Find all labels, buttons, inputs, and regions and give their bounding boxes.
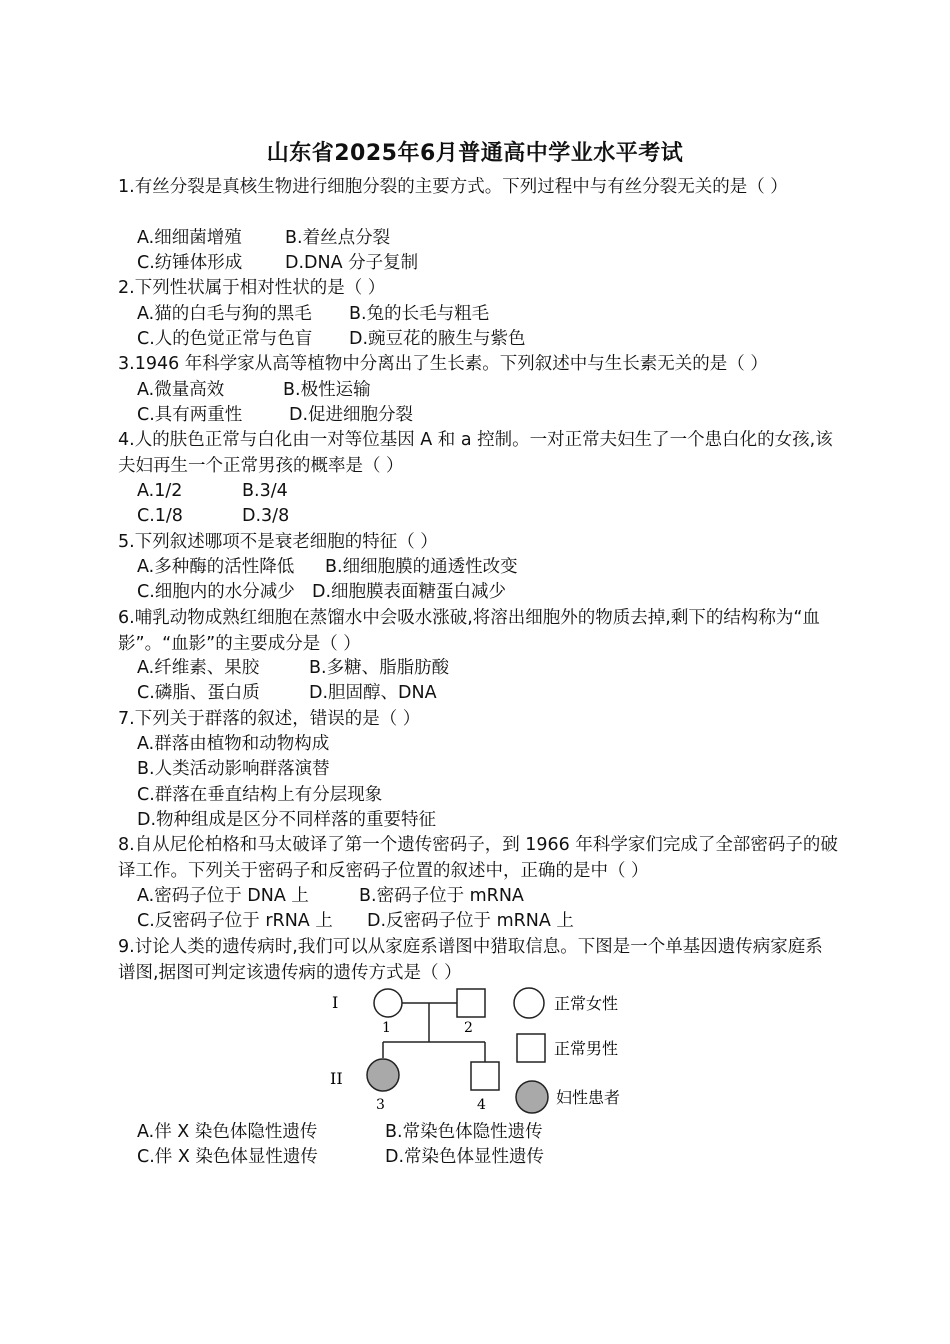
q2-option-d: D.豌豆花的腋生与紫色 — [349, 329, 526, 349]
q7-option-a: A.群落由植物和动物构成 — [137, 734, 330, 754]
individual-4-label: 4 — [477, 1097, 486, 1113]
q1-option-d: D.DNA 分子复制 — [285, 253, 419, 273]
pedigree-diagram — [320, 986, 650, 1116]
generation-1-label: I — [332, 993, 339, 1012]
q8-option-d: D.反密码子位于 mRNA 上 — [367, 911, 574, 931]
legend-patient: 妇性患者 — [556, 1088, 621, 1107]
q2-option-c: C.人的色觉正常与色盲 — [137, 329, 313, 349]
question-6-options-row-2 — [137, 681, 437, 707]
question-3-options-row-2 — [137, 403, 413, 429]
q9-option-b: B.常染色体隐性遗传 — [385, 1122, 543, 1142]
question-2-options-row-1 — [137, 302, 489, 328]
individual-1-label: 1 — [382, 1020, 391, 1036]
question-2-stem: 2.下列性状属于相对性状的是（ ） — [118, 278, 386, 298]
q9-option-c: C.伴 X 染色体显性遗传 — [137, 1147, 318, 1167]
q8-option-a: A.密码子位于 DNA 上 — [137, 886, 309, 906]
q4-option-c: C.1/8 — [137, 506, 183, 526]
q4-option-d: D.3/8 — [242, 506, 290, 526]
question-8-options-row-1 — [137, 884, 524, 910]
q8-option-c: C.反密码子位于 rRNA 上 — [137, 911, 333, 931]
question-8-options-row-2 — [137, 909, 574, 935]
question-4-options-row-2 — [137, 504, 289, 530]
q9-option-a: A.伴 X 染色体隐性遗传 — [137, 1122, 318, 1142]
question-1-options-row-2 — [137, 251, 418, 277]
q4-option-a: A.1/2 — [137, 481, 183, 501]
q3-option-c: C.具有两重性 — [137, 405, 243, 425]
question-1-options-row-1 — [137, 226, 390, 252]
q6-option-c: C.磷脂、蛋白质 — [137, 683, 260, 703]
question-5-options-row-1 — [137, 555, 518, 581]
question-3-stem: 3.1946 年科学家从高等植物中分离出了生长素。下列叙述中与生长素无关的是（ ） — [118, 354, 768, 374]
individual-1-normal-female — [374, 989, 402, 1017]
legend-normal-male: 正常男性 — [554, 1039, 619, 1058]
q6-option-a: A.纤维素、果胶 — [137, 658, 260, 678]
question-2-options-row-2 — [137, 327, 526, 353]
q5-option-c: C.细胞内的水分减少 — [137, 582, 295, 602]
legend-male-icon — [517, 1034, 545, 1062]
question-9-stem: 9.讨论人类的遗传病时,我们可以从家庭系谱图中猎取信息。下图是一个单基因遗传病家庭系谱图,据图可判定该遗传病的遗传方式是（ ） — [118, 937, 823, 983]
q2-option-a: A.猫的白毛与狗的黑毛 — [137, 304, 312, 324]
q5-option-a: A.多种酶的活性降低 — [137, 557, 295, 577]
q5-option-d: D.细胞膜表面糖蛋白减少 — [312, 582, 507, 602]
question-4-stem: 4.人的肤色正常与白化由一对等位基因 A 和 a 控制。一对正常夫妇生了一个患白化的女孩,该夫妇再生一个正常男孩的概率是（ ） — [118, 430, 833, 476]
q8-option-b: B.密码子位于 mRNA — [359, 886, 524, 906]
question-4-options-row-1 — [137, 479, 288, 505]
question-5-stem: 5.下列叙述哪项不是衰老细胞的特征（ ） — [118, 532, 438, 552]
q7-option-c: C.群落在垂直结构上有分层现象 — [137, 785, 383, 805]
q3-option-b: B.极性运输 — [283, 380, 371, 400]
q6-option-d: D.胆固醇、DNA — [309, 683, 437, 703]
individual-2-normal-male — [457, 989, 485, 1017]
individual-4-normal-male — [471, 1062, 499, 1090]
q9-option-d: D.常染色体显性遗传 — [385, 1147, 545, 1167]
q3-option-a: A.微量高效 — [137, 380, 225, 400]
question-9-options-row-2 — [137, 1145, 544, 1171]
question-1-stem: 1.有丝分裂是真核生物进行细胞分裂的主要方式。下列过程中与有丝分裂无关的是（ ） — [118, 177, 788, 197]
q3-option-d: D.促进细胞分裂 — [289, 405, 414, 425]
legend-patient-icon — [516, 1081, 548, 1113]
q2-option-b: B.兔的长毛与粗毛 — [349, 304, 490, 324]
question-7-stem: 7.下列关于群落的叙述，错误的是（ ） — [118, 709, 421, 729]
question-6-options-row-1 — [137, 656, 449, 682]
legend-normal-female: 正常女性 — [554, 994, 619, 1013]
q5-option-b: B.细细胞膜的通透性改变 — [325, 557, 518, 577]
q6-option-b: B.多糖、脂脂肪酸 — [309, 658, 450, 678]
question-9-options-row-1 — [137, 1120, 543, 1146]
q7-option-d: D.物种组成是区分不同样落的重要特征 — [137, 810, 437, 830]
question-8-stem: 8.自从尼伦柏格和马太破译了第一个遗传密码子，到 1966 年科学家们完成了全部密码子的破译工作。下列关于密码子和反密码子位置的叙述中，正确的是中（ ） — [118, 835, 838, 881]
generation-2-label: II — [330, 1069, 343, 1088]
q1-option-a: A.细细菌增殖 — [137, 228, 242, 248]
q4-option-b: B.3/4 — [242, 481, 288, 501]
question-5-options-row-2 — [137, 580, 506, 606]
individual-2-label: 2 — [464, 1020, 473, 1036]
legend-female-icon — [514, 988, 544, 1018]
individual-3-label: 3 — [376, 1097, 385, 1113]
q1-option-c: C.纺锤体形成 — [137, 253, 243, 273]
question-3-options-row-1 — [137, 378, 371, 404]
q1-option-b: B.着丝点分裂 — [285, 228, 391, 248]
q7-option-b: B.人类活动影响群落演替 — [137, 759, 330, 779]
individual-3-affected-female — [367, 1059, 399, 1091]
exam-title: 山东省2025年6月普通高中学业水平考试 — [266, 141, 684, 166]
question-6-stem: 6.哺乳动物成熟红细胞在蒸馏水中会吸水涨破,将溶出细胞外的物质去掉,剩下的结构称为“血影”。“血影”的主要成分是（ ） — [118, 608, 820, 654]
